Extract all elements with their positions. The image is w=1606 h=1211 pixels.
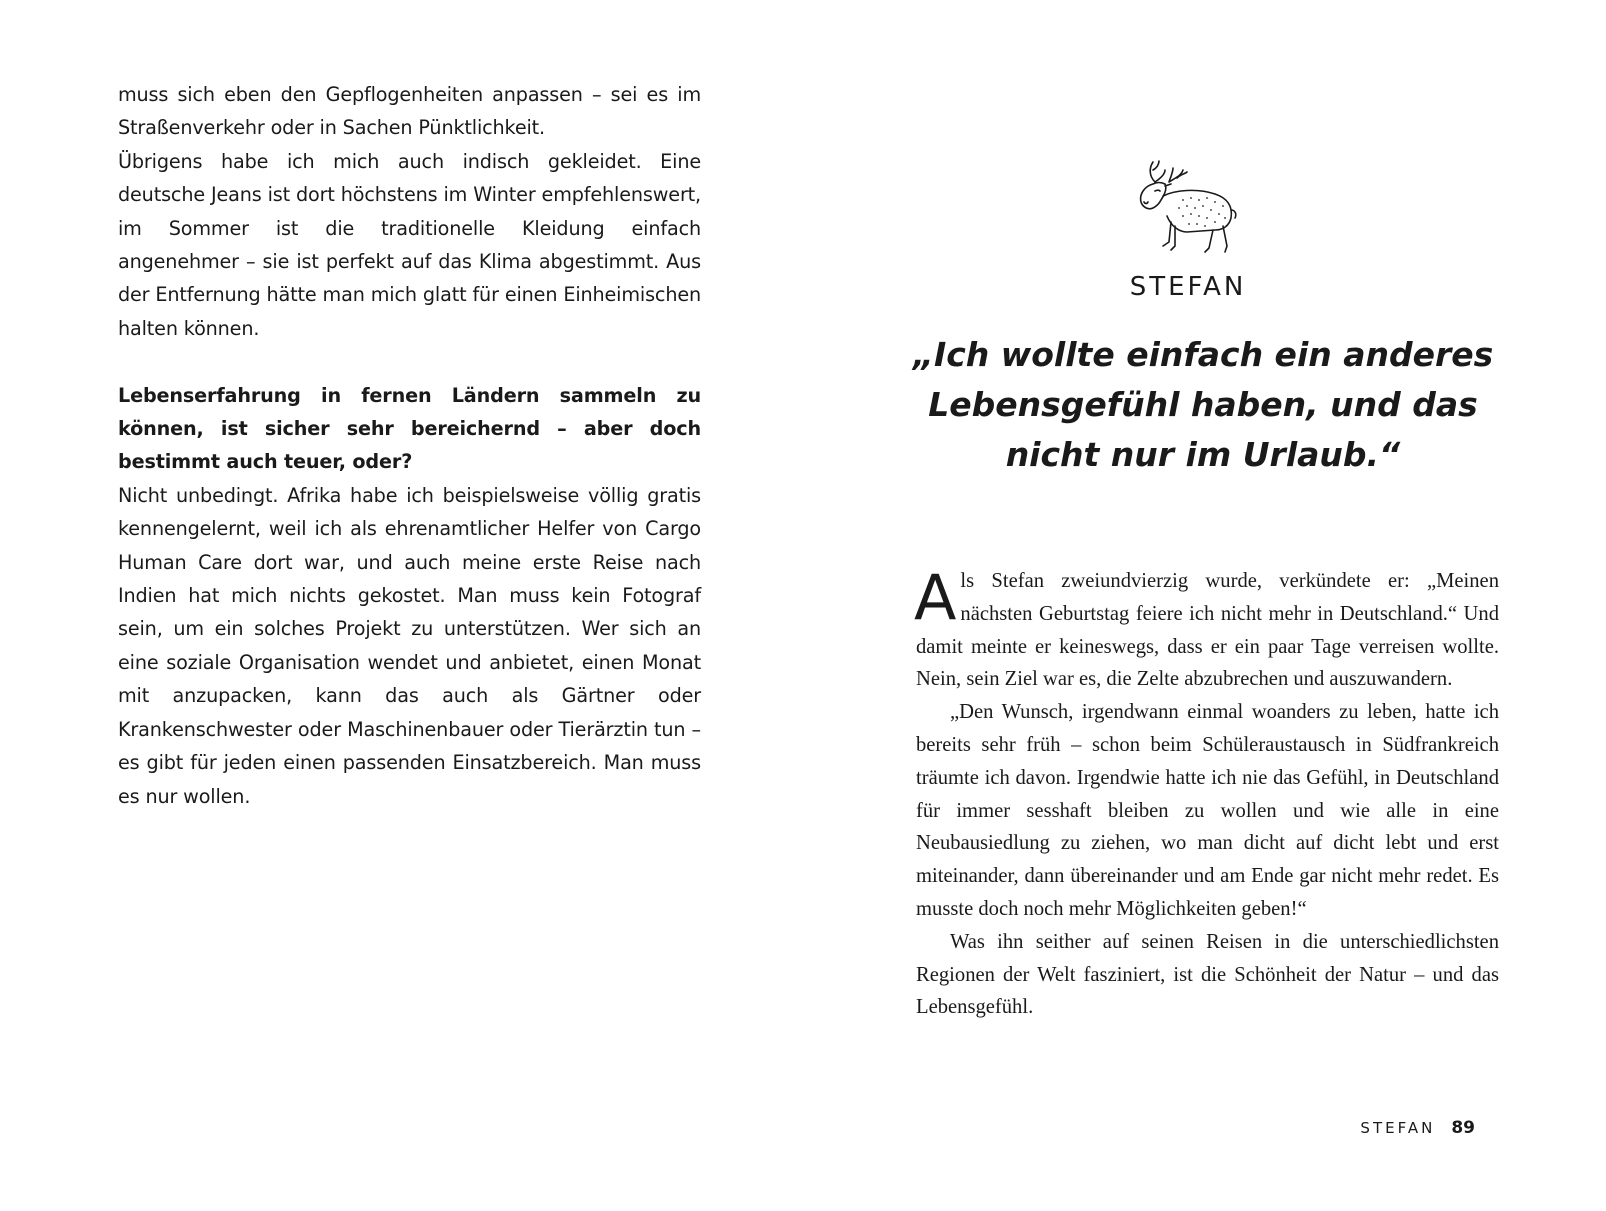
interview-answer: Nicht unbedingt. Afrika habe ich beispielsweise völlig gratis kennengelernt, weil ich als ehrenamtlicher Helfer von Cargo Human Care dort war, und auch meine erste Reise nach Indien hat mich nichts gekostet. Man muss kein Fotograf sein, um ein solches Projekt zu unterstützen. Wer sich an eine soziale Organisation wendet und anbietet, einen Monat mit anzupacken, kann das auch als Gärtner oder Krankenschwester oder Maschinenbauer oder Tierärztin tun – es gibt für jeden einen passenden Einsatzbereich. Man muss es nur wollen. (118, 483, 701, 808)
left-paragraph-2: Übrigens habe ich mich auch indisch gekleidet. Eine deutsche Jeans ist dort höchstens im Winter empfehlenswert, im Sommer ist die traditionelle Kleidung einfach angenehmer – sie ist perfekt auf das Klima abgestimmt. Aus der Entfernung hätte man mich glatt für einen Einheimischen halten können. (118, 149, 701, 340)
paragraph-gap (118, 345, 701, 378)
right-paragraph-1-text: ls Stefan zweiundvierzig wurde, verkündete er: „Meinen nächsten Geburtstag feiere ich nicht mehr in Deutschland.“ Und damit meinte er keineswegs, dass er ein paar Tage verreisen wollte. Nein, sein Ziel war es, die Zelte abzubrechen und auszuwandern. (916, 570, 1499, 691)
right-paragraph-2: „Den Wunsch, irgendwann einmal woanders zu leben, hatte ich bereits sehr früh – schon beim Schüleraustausch in Südfrankreich träumte ich davon. Irgendwie hatte ich nie das Gefühl, in Deutschland für immer sesshaft bleiben zu wollen und wie alle in eine Neubausiedlung zu ziehen, wo man dicht auf dicht lebt und erst miteinander, dann übereinander und am Ende gar nicht mehr redet. Es musste doch noch mehr Möglichkeiten geben!“ (916, 701, 1499, 920)
running-head: STEFAN (1360, 1119, 1436, 1137)
right-page (803, 0, 1606, 1211)
pull-quote: „Ich wollte einfach ein anderes Lebensgefühl haben, und das nicht nur im Urlaub.“ (912, 335, 1494, 474)
page-number: 89 (1451, 1118, 1475, 1138)
left-page-text (118, 78, 701, 813)
page-footer (1360, 1118, 1475, 1138)
right-paragraph-1 (914, 561, 1499, 696)
right-paragraph-3: Was ihn seither auf seinen Reisen in die unterschiedlichsten Regionen der Welt fasziniert, ist die Schönheit der Natur – und das Lebensgefühl. (916, 930, 1499, 1019)
moose-icon (1135, 160, 1245, 266)
left-paragraph-1: muss sich eben den Gepflogenheiten anpassen – sei es im Straßenverkehr oder in Sachen Pünktlichkeit. (118, 83, 701, 140)
drop-cap: A (914, 561, 957, 634)
character-name: STEFAN (1129, 272, 1247, 302)
interview-question: Lebenserfahrung in fernen Ländern sammeln zu können, ist sicher sehr bereichernd – aber doch bestimmt auch teuer, oder? (118, 383, 701, 474)
right-page-text (914, 561, 1499, 1024)
